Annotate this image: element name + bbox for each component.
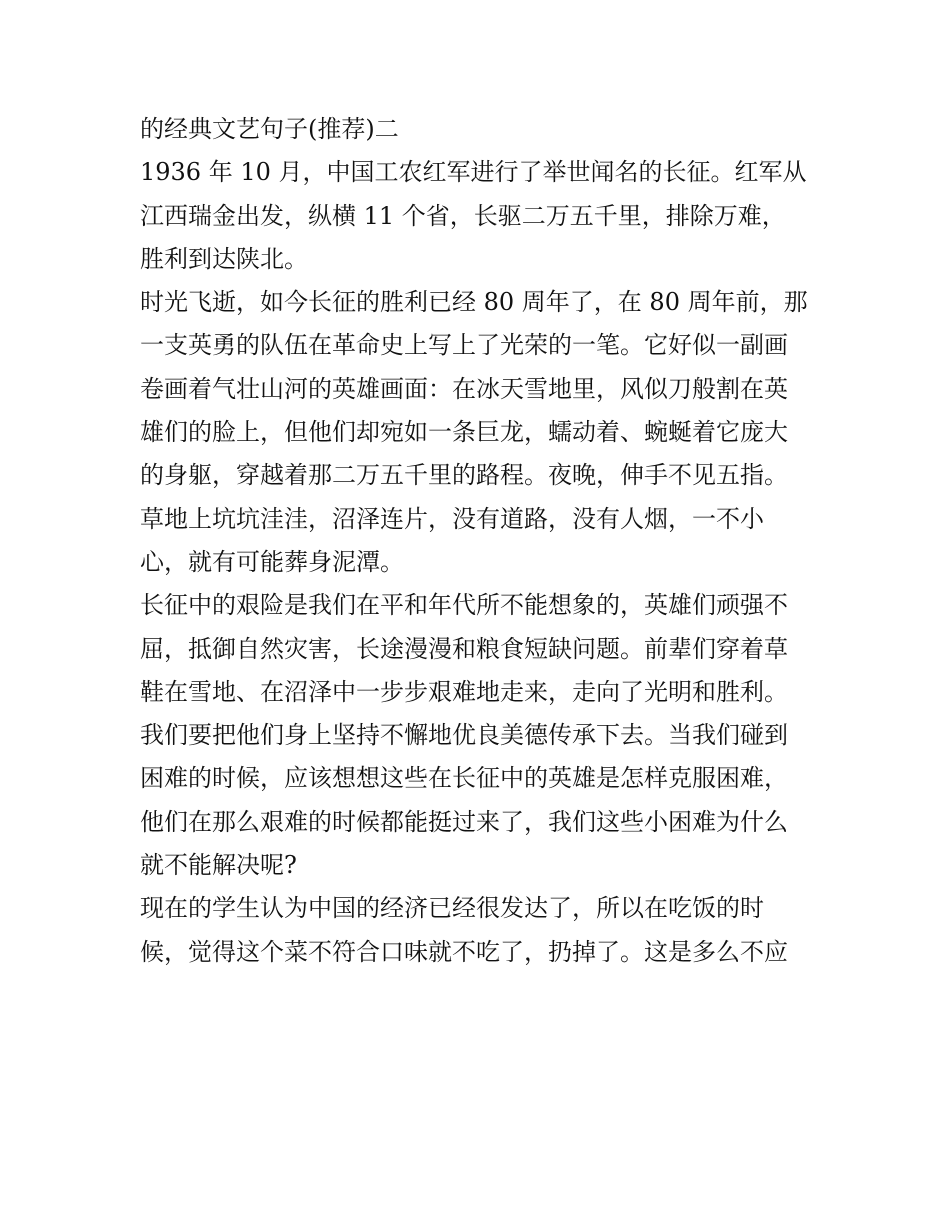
- document-heading: 的经典文艺句子(推荐)二: [140, 115, 399, 143]
- paragraph: [140, 281, 820, 584]
- paragraph-line: 鞋在雪地、在沼泽中一步步艰难地走来，走向了光明和胜利。: [140, 677, 788, 706]
- paragraph-line: 1936 年 10 月，中国工农红军进行了举世闻名的长征。红军从: [140, 158, 807, 187]
- document-body: [140, 108, 820, 974]
- paragraph-line: 屈，抵御自然灾害，长途漫漫和粮食短缺问题。前辈们穿着草: [140, 634, 788, 663]
- paragraph-line: 我们要把他们身上坚持不懈地优良美德传承下去。当我们碰到: [140, 721, 788, 750]
- paragraph-line: 长征中的艰险是我们在平和年代所不能想象的，英雄们顽强不: [140, 591, 788, 620]
- paragraph-line: 候，觉得这个菜不符合口味就不吃了，扔掉了。这是多么不应: [140, 937, 788, 966]
- paragraph-line: 就不能解决呢?: [140, 851, 297, 880]
- paragraph-line: 草地上坑坑洼洼，沼泽连片，没有道路，没有人烟，一不小: [140, 504, 764, 533]
- paragraph-line: 的身躯，穿越着那二万五千里的路程。夜晚，伸手不见五指。: [140, 461, 788, 490]
- paragraph-line: 困难的时候，应该想想这些在长征中的英雄是怎样克服困难，: [140, 764, 788, 793]
- paragraph-line: 现在的学生认为中国的经济已经很发达了，所以在吃饭的时: [140, 894, 764, 923]
- paragraph: [140, 584, 820, 887]
- paragraph-line: 一支英勇的队伍在革命史上写上了光荣的一笔。它好似一副画: [140, 331, 788, 360]
- paragraph-line: 时光飞逝，如今长征的胜利已经 80 周年了，在 80 周年前，那: [140, 288, 808, 317]
- paragraph-line: 他们在那么艰难的时候都能挺过来了，我们这些小困难为什么: [140, 807, 788, 836]
- paragraph-line: 雄们的脸上，但他们却宛如一条巨龙，蠕动着、蜿蜒着它庞大: [140, 418, 788, 447]
- paragraph: [140, 151, 820, 281]
- paragraph: [140, 887, 820, 974]
- paragraph-line: 胜利到达陕北。: [140, 244, 308, 273]
- paragraph-line: 卷画着气壮山河的英雄画面：在冰天雪地里，风似刀般割在英: [140, 374, 788, 403]
- paragraph-line: 心，就有可能葬身泥潭。: [140, 547, 404, 576]
- paragraph-line: 江西瑞金出发，纵横 11 个省，长驱二万五千里，排除万难，: [140, 201, 786, 230]
